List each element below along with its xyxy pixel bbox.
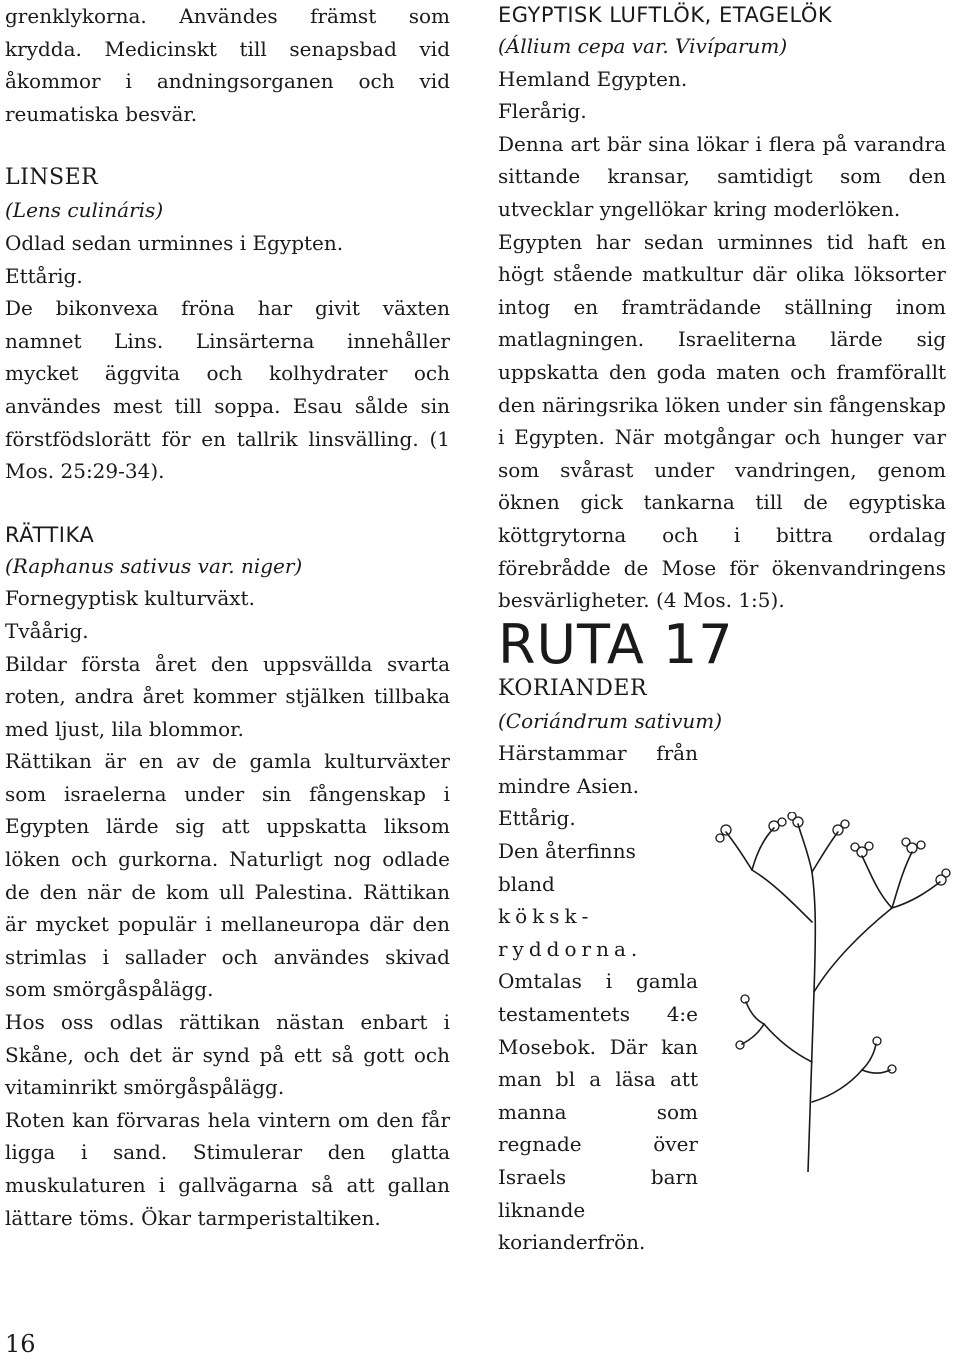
egyptisk-latin: (Állium cepa var. Vivíparum) xyxy=(498,34,788,58)
linser-latin: (Lens culináris) xyxy=(5,198,164,223)
section-heading-ruta: RUTA 17 xyxy=(498,612,734,676)
rattika-paragraph-1: Bildar första året den uppsvällda svarta roten, andra året kommer stjälken tillbaka med ljust, lila blommor. xyxy=(5,651,450,741)
intro-paragraph: grenklykorna. Användes främst som krydda. Medicinskt till senapsbad vid åkommor i andningsorganen och vid reumatiska besvär. xyxy=(5,4,450,126)
left-column xyxy=(5,0,450,1234)
koriander-paragraph-1a: Den återfinns bland xyxy=(498,839,636,896)
linser-text: De bikonvexa fröna har givit växten namnet Lins. Linsärterna innehåller mycket äggvita och kolhydrater och användes mest till soppa. Esau sålde sin förstfödslorätt för en tallrik linsvälling. (1 Mos. 25:29-34). xyxy=(5,296,450,484)
rattika-paragraph-3: Hos oss odlas rättikan nästan enbart i Skåne, och det är synd på ett så gott och vitaminrikt smörgåspålägg. xyxy=(5,1010,450,1100)
page-number: 16 xyxy=(5,1330,36,1358)
koriander-latin: (Coriándrum sativum) xyxy=(498,708,723,733)
egyptisk-title: EGYPTISK LUFTLÖK, ETAGELÖK xyxy=(498,3,833,27)
rattika-life: Tvåårig. xyxy=(5,618,89,643)
coriander-plant-icon xyxy=(712,812,952,1172)
rattika-origin: Fornegyptisk kulturväxt. xyxy=(5,586,255,611)
koriander-paragraph-2: Omtalas i gamla testamentets 4:e Mosebok. Där kan man bl a läsa att manna som regnade över Israels barn liknande korianderfrön. xyxy=(498,969,698,1255)
egyptisk-paragraph-2: Egypten har sedan urminnes tid haft en högt stående matkultur där olika löksorter intog en framträdande ställning inom matlagningen. Israeliterna lärde sig uppskatta den goda maten och framförallt den näringsrika löken under sin fångenskap i Egypten. När motgångar och hunger var som svårast under vandringen, genom öknen gick tankarna till de egyptiska köttgrytorna och i bittra ordalag förebrådde de Mose för ökenvandringens besvärligheter. (4 Mos. 1:5). xyxy=(498,229,946,613)
linser-origin: Odlad sedan urminnes i Egypten. xyxy=(5,230,344,255)
egyptisk-origin: Hemland Egypten. xyxy=(498,66,688,91)
koriander-paragraph-1b: kökskryddorna. xyxy=(498,904,643,961)
linser-title: LINSER xyxy=(5,165,99,191)
egyptisk-life: Flerårig. xyxy=(498,99,587,124)
koriander-origin: Härstammar från mindre Asien. xyxy=(498,741,698,798)
rattika-title: RÄTTIKA xyxy=(5,522,95,547)
rattika-paragraph-2: Rättikan är en av de gamla kulturväxter som israelerna under sin fångenskap i Egypten lärde sig att uppskatta liksom löken och gurkorna. Naturligt nog odlade de den när de kom ull Palestina. Rättikan är mycket populär i mellaneuropa där den strimlas i sallader och användes skivad som smörgåspålägg. xyxy=(5,749,450,1002)
egyptisk-paragraph-1: Denna art bär sina lökar i flera på varandra sittande kransar, samtidigt som den utvecklar yngellökar kring moderlöken. xyxy=(498,131,946,221)
koriander-title: KORIANDER xyxy=(498,675,648,701)
koriander-life: Ettårig. xyxy=(498,806,576,831)
rattika-latin: (Raphanus sativus var. niger) xyxy=(5,553,303,578)
linser-life: Ettårig. xyxy=(5,263,83,288)
rattika-paragraph-4: Roten kan förvaras hela vintern om den får ligga i sand. Stimulerar den glatta muskulaturen i gallvägarna så att gallan lättare töms. Ökar tarmperistaltiken. xyxy=(5,1107,450,1230)
